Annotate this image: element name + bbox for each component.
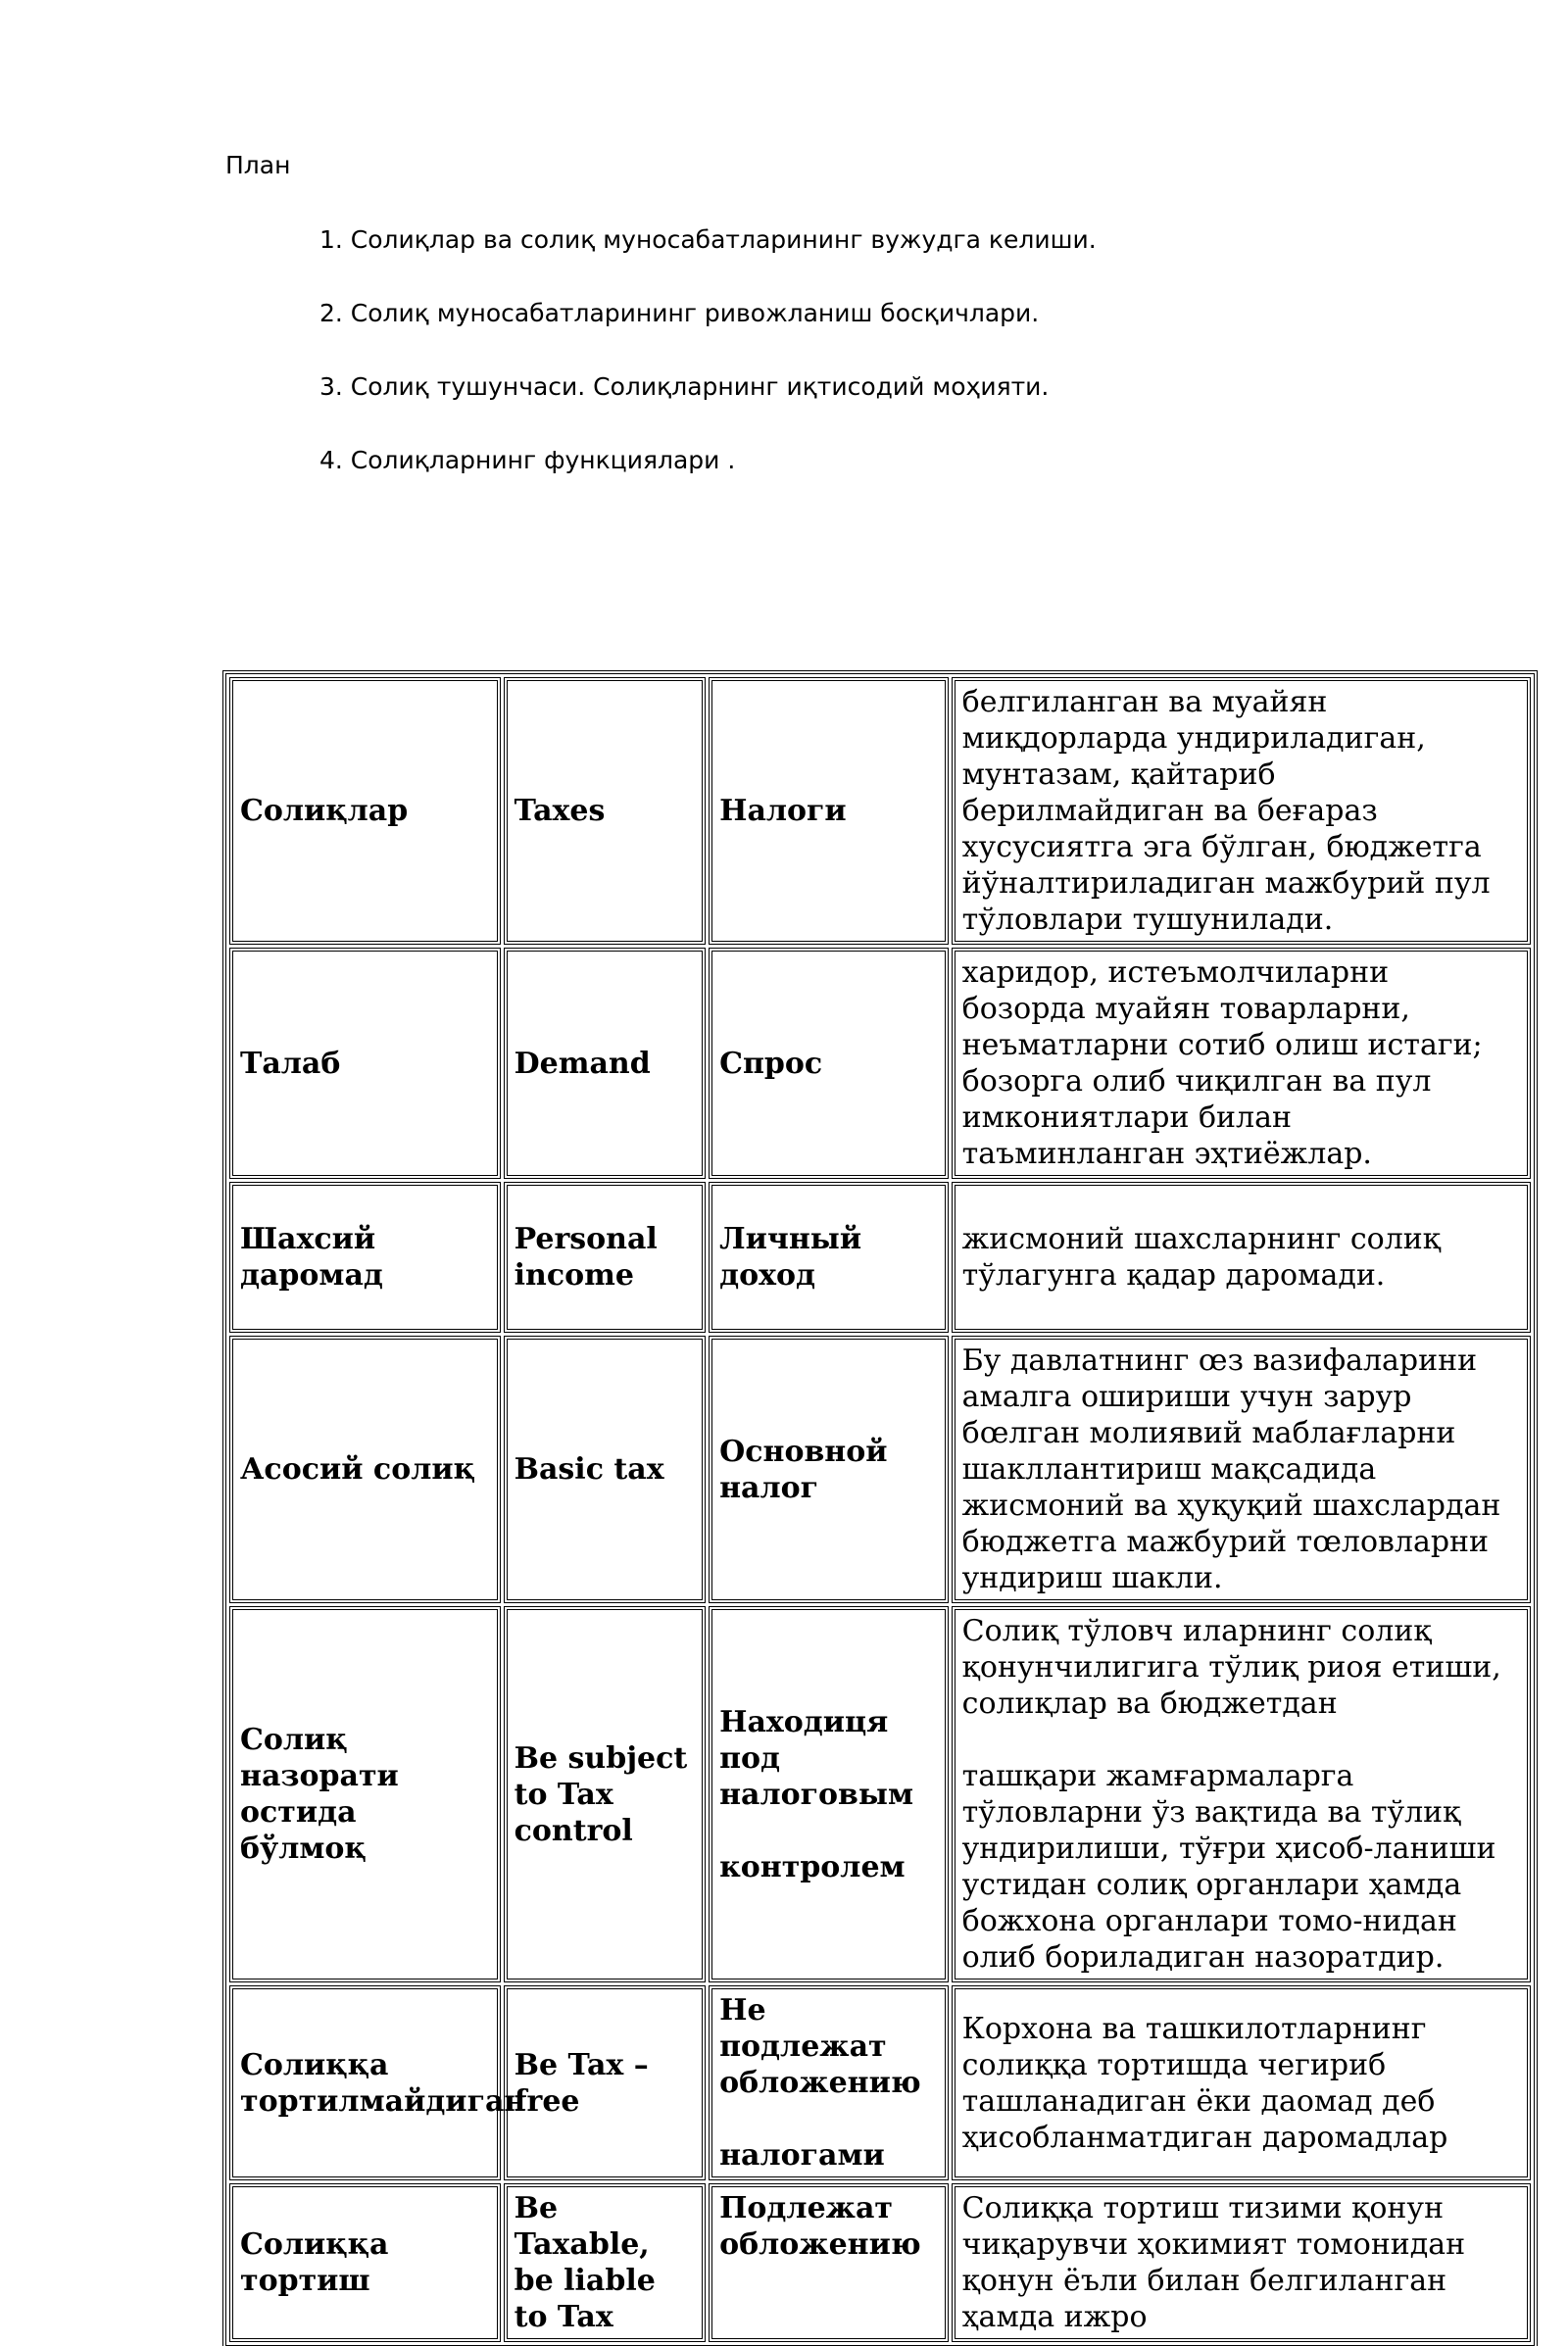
plan-item: 2. Солиқ муносабатларининг ривожланиш босқичлари. (319, 299, 1040, 327)
term-russian-line: контролем (719, 1849, 906, 1884)
glossary-table-wrapper (225, 673, 1535, 2346)
plan-item: 4. Солиқларнинг функциялари . (319, 446, 736, 474)
term-definition: Солиққа тортиш тизими қонун чиқарувчи ҳокимият томонидан қонун ёъли билан белгиланган ҳамда ижро (952, 2183, 1531, 2342)
table-row (229, 948, 1531, 1179)
table-row (229, 1336, 1531, 1603)
plan-list (319, 223, 1097, 517)
term-definition: Корхона ва ташкилотларнинг солиққа тортишда чегириб ташланадиган ёки даомад деб ҳисобланматдиган даромадлар (952, 1985, 1531, 2180)
definition-part: Солиқ тўловч иларнинг солиқ қонунчилигига тўлиқ риоя етиши, солиқлар ва бюджетдан (961, 1614, 1501, 1721)
term-english: Be subject to Tax control (504, 1606, 706, 1982)
table-row (229, 2183, 1531, 2342)
term-russian-line: Находиця под налоговым (719, 1704, 914, 1812)
definition-part: ташқари жамғармаларга тўловларни ўз вақтида ва тўлиқ ундирилиши, тўғри ҳисоб-ланиши устидан солиқ органлари ҳамда божхона органлари томо-нидан олиб бориладиган назоратдир. (961, 1759, 1496, 1975)
term-definition: жисмоний шахсларнинг солиқ тўлагунга қадар даромади. (952, 1182, 1531, 1333)
term-russian: Основной налог (709, 1336, 949, 1603)
term-english: Basic tax (504, 1336, 706, 1603)
plan-item: 1. Солиқлар ва солиқ муносабатларининг вужудга келиши. (319, 225, 1097, 254)
term-russian: Налоги (709, 677, 949, 945)
term-uzbek: Шахсий даромад (229, 1182, 501, 1333)
term-russian: Подлежат обложению (709, 2183, 949, 2342)
table-row (229, 1182, 1531, 1333)
term-english: Be Taxable, be liable to Tax (504, 2183, 706, 2342)
term-english: Be Tax – free (504, 1985, 706, 2180)
glossary-table (225, 673, 1535, 2346)
term-russian-line: налогами (719, 2138, 885, 2173)
term-russian (709, 1606, 949, 1982)
plan-heading: План (225, 151, 291, 179)
term-uzbek: Талаб (229, 948, 501, 1179)
term-uzbek: Солиқ назорати остида бўлмоқ (229, 1606, 501, 1982)
table-row (229, 1985, 1531, 2180)
term-russian: Спрос (709, 948, 949, 1179)
term-uzbek: Асосий солиқ (229, 1336, 501, 1603)
term-definition: Бу давлатнинг œз вазифаларини амалга ошириши учун зарур бœлган молиявий маблағларни шакллантириш мақсадида жисмоний ва ҳуқуқий шахслардан бюджетга мажбурий тœловларни ундириш шакли. (952, 1336, 1531, 1603)
term-russian: Личный доход (709, 1182, 949, 1333)
term-uzbek: Солиққа тортилмайдиган (229, 1985, 501, 2180)
term-english: Demand (504, 948, 706, 1179)
term-english: Taxes (504, 677, 706, 945)
term-english: Personal income (504, 1182, 706, 1333)
term-definition (952, 1606, 1531, 1982)
term-uzbek: Солиқлар (229, 677, 501, 945)
term-uzbek: Солиққа тортиш (229, 2183, 501, 2342)
table-row (229, 677, 1531, 945)
plan-item: 3. Солиқ тушунчаси. Солиқларнинг иқтисодий моҳияти. (319, 372, 1050, 401)
term-definition: харидор, истеъмолчиларни бозорда муайян товарларни, неъматларни сотиб олиш истаги; бозорга олиб чиқилган ва пул имкониятлари билан таъминланган эҳтиёжлар. (952, 948, 1531, 1179)
term-russian-line: Не подлежат обложению (719, 1993, 921, 2100)
term-definition: белгиланган ва муайян миқдорларда ундириладиган, мунтазам, қайтариб берилмайдиган ва беғараз хусусиятга эга бўлган, бюджетга йўналтириладиган мажбурий пул тўловлари тушунилади. (952, 677, 1531, 945)
table-row (229, 1606, 1531, 1982)
term-russian (709, 1985, 949, 2180)
